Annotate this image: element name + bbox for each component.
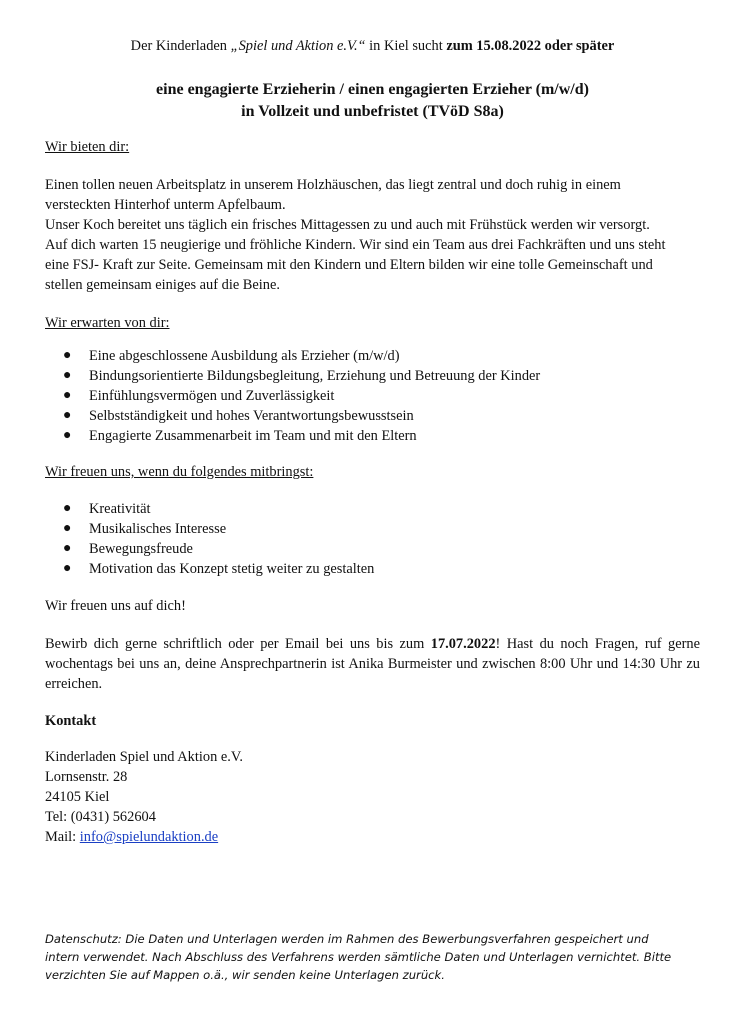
offer-line: versteckten Hinterhof unterm Apfelbaum. bbox=[45, 197, 286, 213]
intro-org-name: „Spiel und Aktion e.V.“ bbox=[230, 38, 366, 54]
list-item bbox=[45, 366, 700, 386]
bullet-icon: ● bbox=[63, 368, 72, 383]
contact-address bbox=[45, 747, 700, 847]
apply-text-1: Bewirb dich gerne schriftlich oder per Email bei uns bis zum bbox=[45, 636, 431, 652]
bullet-icon: ● bbox=[63, 561, 72, 576]
bullet-icon: ● bbox=[63, 388, 72, 403]
list-item-text: Musikalisches Interesse bbox=[89, 521, 227, 537]
list-item bbox=[45, 346, 700, 366]
contact-name: Kinderladen Spiel und Aktion e.V. bbox=[45, 749, 243, 765]
closing-line bbox=[45, 596, 700, 616]
intro-start-date: zum 15.08.2022 oder später bbox=[446, 38, 615, 54]
contact-mail-link[interactable]: info@spielundaktion.de bbox=[79, 829, 219, 845]
bullet-icon: ● bbox=[63, 348, 72, 363]
list-item bbox=[45, 426, 700, 446]
privacy-notice bbox=[45, 930, 685, 984]
offer-line: Auf dich warten 15 neugierige und fröhliche Kindern. Wir sind ein Team aus drei Fachkräften und uns steht bbox=[45, 237, 666, 253]
offer-heading bbox=[45, 137, 700, 157]
list-item bbox=[45, 386, 700, 406]
list-item bbox=[45, 519, 700, 539]
contact-street: Lornsenstr. 28 bbox=[45, 769, 128, 785]
bullet-icon: ● bbox=[63, 501, 72, 516]
apply-text-2: ! Hast du noch Fragen, ruf gerne wochentags bei uns an, deine Ansprechpartnerin ist Anika Burmeister und zwischen 8:00 Uhr und 14:30 Uhr zu erreichen. bbox=[45, 636, 700, 692]
list-item-text: Selbstständigkeit und hohes Verantwortungsbewusstsein bbox=[89, 408, 414, 424]
list-item-text: Bewegungsfreude bbox=[89, 541, 193, 557]
contact-mail-line bbox=[45, 827, 700, 847]
job-title-line-1: eine engagierte Erzieherin / einen engagierten Erzieher (m/w/d) bbox=[156, 81, 589, 98]
list-item-text: Eine abgeschlossene Ausbildung als Erzieher (m/w/d) bbox=[89, 348, 400, 364]
list-item-text: Engagierte Zusammenarbeit im Team und mit den Eltern bbox=[89, 428, 417, 444]
list-item bbox=[45, 539, 700, 559]
list-item-text: Kreativität bbox=[89, 501, 151, 517]
bullet-icon: ● bbox=[63, 541, 72, 556]
offer-line: eine FSJ- Kraft zur Seite. Gemeinsam mit den Kindern und Eltern bilden wir eine tolle Gemeinschaft und bbox=[45, 257, 653, 273]
bullet-icon: ● bbox=[63, 408, 72, 423]
bonus-heading bbox=[45, 462, 700, 482]
bullet-icon: ● bbox=[63, 521, 72, 536]
offer-paragraph bbox=[45, 175, 700, 295]
privacy-notice-text: Datenschutz: Die Daten und Unterlagen werden im Rahmen des Bewerbungsverfahren gespeichert und intern verwendet. Nach Abschluss des Verfahrens werden sämtliche Daten und Unterlagen vernichtet. Bitte verzichten Sie auf Mappen o.ä., wir senden keine Unterlagen zurück. bbox=[45, 932, 672, 982]
apply-paragraph bbox=[45, 634, 700, 694]
expect-list bbox=[45, 346, 700, 446]
offer-line: stellen gemeinsam einiges auf die Beine. bbox=[45, 277, 280, 293]
offer-heading-text: Wir bieten dir: bbox=[45, 139, 130, 155]
contact-heading-text: Kontakt bbox=[45, 713, 97, 729]
contact-mail-label: Mail: bbox=[45, 829, 80, 845]
offer-line: Einen tollen neuen Arbeitsplatz in unserem Holzhäuschen, das liegt zentral und doch ruhig in einem bbox=[45, 177, 621, 193]
job-title bbox=[45, 79, 700, 123]
contact-heading bbox=[45, 711, 700, 731]
list-item bbox=[45, 499, 700, 519]
intro-prefix: Der Kinderladen bbox=[130, 38, 231, 54]
expect-heading-text: Wir erwarten von dir: bbox=[45, 315, 170, 331]
expect-heading bbox=[45, 313, 700, 333]
closing-text: Wir freuen uns auf dich! bbox=[45, 598, 186, 614]
intro-line bbox=[45, 36, 700, 56]
bonus-list bbox=[45, 499, 700, 579]
list-item-text: Bindungsorientierte Bildungsbegleitung, Erziehung und Betreuung der Kinder bbox=[89, 368, 541, 384]
list-item-text: Einfühlungsvermögen und Zuverlässigkeit bbox=[89, 388, 335, 404]
bullet-icon: ● bbox=[63, 428, 72, 443]
list-item bbox=[45, 559, 700, 579]
job-title-line-2: in Vollzeit und unbefristet (TVöD S8a) bbox=[241, 103, 504, 120]
apply-deadline: 17.07.2022 bbox=[430, 636, 496, 652]
bonus-heading-text: Wir freuen uns, wenn du folgendes mitbringst: bbox=[45, 464, 314, 480]
document-page bbox=[45, 0, 700, 1024]
intro-middle: in Kiel sucht bbox=[365, 38, 447, 54]
contact-phone: Tel: (0431) 562604 bbox=[45, 809, 156, 825]
offer-line: Unser Koch bereitet uns täglich ein frisches Mittagessen zu und auch mit Frühstück werden wir versorgt. bbox=[45, 217, 650, 233]
list-item-text: Motivation das Konzept stetig weiter zu gestalten bbox=[89, 561, 375, 577]
contact-city: 24105 Kiel bbox=[45, 789, 110, 805]
list-item bbox=[45, 406, 700, 426]
